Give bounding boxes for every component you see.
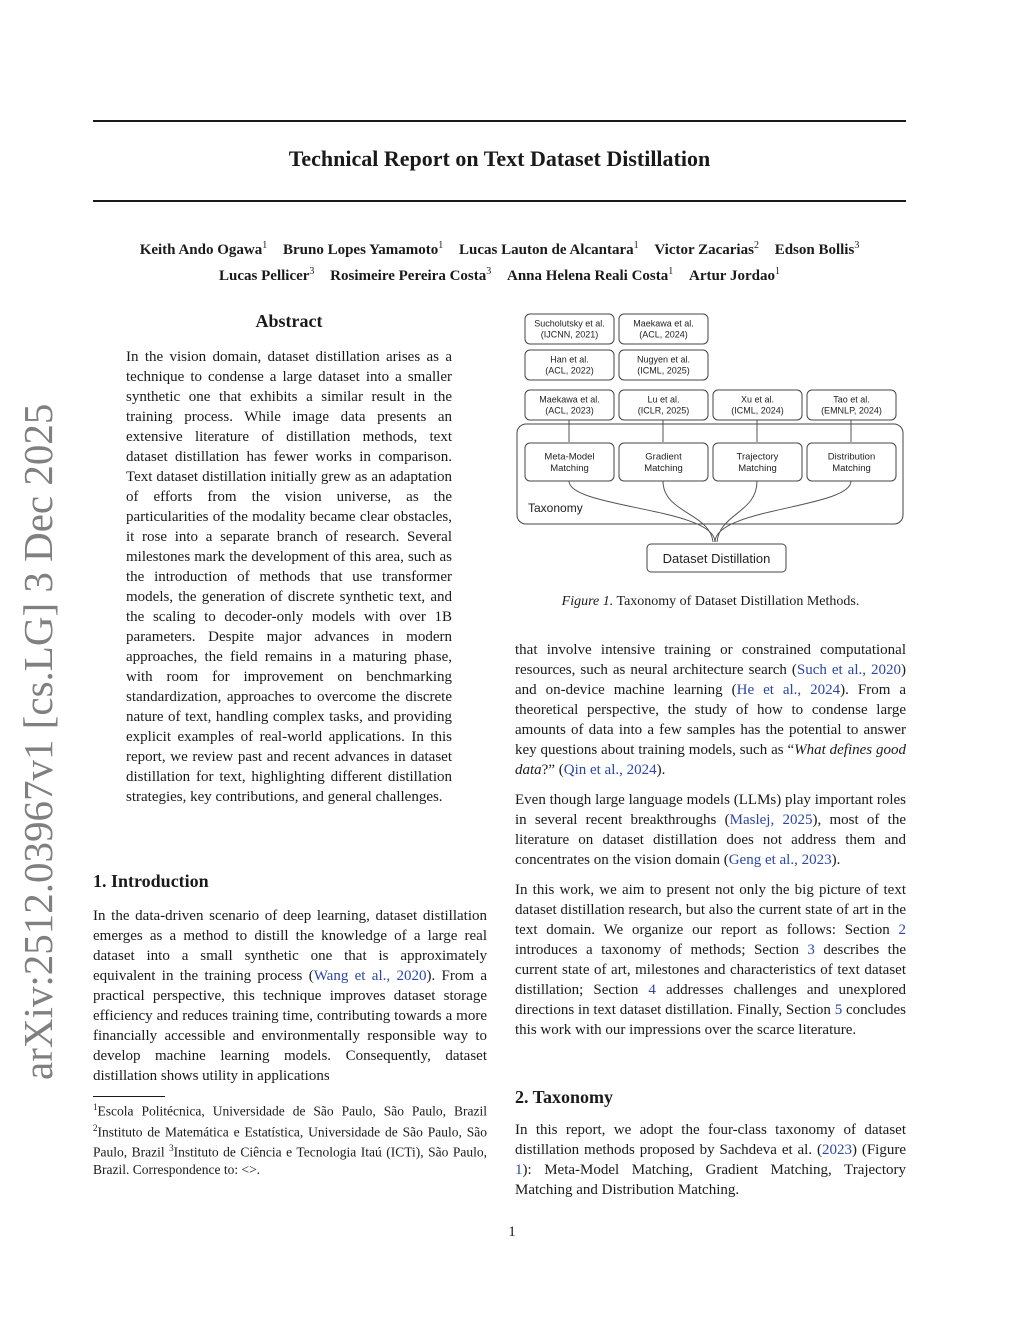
text-run: ). From a practical perspective, this technique improves dataset storage efficiency and reduces training time, contributing towards a more financially accessible and environmentally responsible way to develop machine learning models. Consequently, dataset distillation shows utility in applications bbox=[93, 968, 488, 1084]
author-affiliation: 1 bbox=[438, 240, 444, 251]
connector-distribution bbox=[715, 481, 851, 542]
connector-trajectory bbox=[717, 481, 757, 542]
right-paragraph-1 bbox=[515, 640, 906, 780]
reference-box-label: Sucholutsky et al. bbox=[534, 318, 605, 329]
text-run: In this report, we adopt the four-class taxonomy of dataset distillation methods proposed by Sachdeva et al. ( bbox=[515, 1122, 906, 1158]
author bbox=[219, 268, 314, 284]
author bbox=[654, 242, 759, 258]
author bbox=[459, 242, 639, 258]
text-run: ). bbox=[656, 762, 666, 778]
connector-meta-model bbox=[569, 481, 715, 542]
category-box bbox=[619, 443, 708, 481]
author-name: Artur Jordao bbox=[688, 268, 775, 284]
author-affiliation: 3 bbox=[309, 266, 315, 277]
abstract-heading: Abstract bbox=[255, 311, 323, 331]
figure-caption bbox=[515, 594, 906, 610]
reference-box bbox=[525, 390, 614, 420]
reference-box-label: Tao et al. bbox=[833, 394, 870, 405]
author bbox=[330, 268, 491, 284]
section-heading-introduction: 1. Introduction bbox=[93, 871, 209, 891]
category-box-label: Distribution bbox=[827, 451, 876, 463]
taxonomy-label: Taxonomy bbox=[528, 501, 583, 515]
reference-box-label: (ICML, 2024) bbox=[731, 405, 784, 416]
citation-link[interactable]: Geng et al., 2023 bbox=[728, 852, 832, 868]
footnote-rule bbox=[93, 1096, 165, 1097]
author bbox=[507, 268, 673, 284]
reference-box-label: (ACL, 2023) bbox=[545, 405, 594, 416]
text-run: Even though large language models (LLMs) play important roles in several recent breakthroughs ( bbox=[515, 792, 906, 828]
reference-box-label: Lu et al. bbox=[647, 394, 680, 405]
citation-link[interactable]: Maslej, 2025 bbox=[729, 812, 813, 828]
text-run: In the data-driven scenario of deep learning, dataset distillation emerges as a method to distill the knowledge of a large real dataset into a small synthetic one that is approximately equivalent in the training process ( bbox=[93, 908, 487, 984]
reference-box-label: Maekawa et al. bbox=[633, 318, 694, 329]
root-node-label: Dataset Distillation bbox=[662, 551, 771, 566]
category-box-label: Matching bbox=[644, 463, 683, 475]
author-affiliation: 1 bbox=[774, 266, 780, 277]
author bbox=[283, 242, 443, 258]
citation-link[interactable]: Such et al., 2020 bbox=[796, 662, 901, 678]
reference-box-label: (ACL, 2024) bbox=[639, 329, 688, 340]
author-affiliation: 3 bbox=[854, 240, 860, 251]
category-box-label: Matching bbox=[832, 463, 871, 475]
author-affiliation: 1 bbox=[633, 240, 639, 251]
text-run: addresses challenges and unexplored directions in text dataset distillation. Finally, Section bbox=[515, 982, 907, 1018]
reference-box-label: Nugyen et al. bbox=[636, 354, 691, 365]
reference-box-label: Xu et al. bbox=[740, 394, 775, 405]
paper-title: Technical Report on Text Dataset Distillation bbox=[288, 146, 711, 171]
author-name: Edson Bollis bbox=[774, 242, 855, 258]
author-affiliation: 1 bbox=[668, 266, 674, 277]
text-run: ). bbox=[831, 852, 841, 868]
reference-box-label: (ICLR, 2025) bbox=[637, 405, 690, 416]
category-box bbox=[713, 443, 802, 481]
reference-box bbox=[619, 314, 708, 344]
category-box-label: Gradient bbox=[645, 451, 682, 463]
author-name: Lucas Pellicer bbox=[219, 268, 310, 284]
reference-box-label: (IJCNN, 2021) bbox=[540, 329, 599, 340]
intro-paragraph bbox=[93, 906, 487, 1086]
footnote-marker: 3 bbox=[169, 1143, 174, 1153]
text-run: ) and on-device machine learning ( bbox=[515, 662, 906, 698]
reference-box bbox=[525, 350, 614, 380]
category-box bbox=[807, 443, 896, 481]
emphasis-text: What defines good data bbox=[515, 742, 906, 778]
citation-link[interactable]: He et al., 2024 bbox=[736, 682, 841, 698]
reference-box bbox=[619, 350, 708, 380]
text-run: describes the current state of art, milestones and characteristics of text dataset distillation; Section bbox=[515, 942, 906, 998]
right-paragraph-2 bbox=[515, 790, 906, 870]
text-run: ), most of the literature on dataset distillation does not address them and concentrates on the vision domain ( bbox=[515, 812, 906, 868]
text-run: ) (Figure bbox=[851, 1142, 906, 1158]
category-box-label: Trajectory bbox=[736, 451, 779, 463]
citation-link[interactable]: Wang et al., 2020 bbox=[313, 968, 427, 984]
footnote-marker: 1 bbox=[93, 1102, 98, 1112]
connector-gradient bbox=[663, 481, 713, 542]
figure-caption-label: Figure 1. bbox=[561, 594, 614, 609]
right-paragraph-3 bbox=[515, 880, 906, 1040]
author-affiliation: 2 bbox=[753, 240, 759, 251]
reference-box bbox=[525, 314, 614, 344]
author-name: Rosimeire Pereira Costa bbox=[330, 268, 487, 284]
author bbox=[689, 268, 780, 284]
figure-caption-text: Taxonomy of Dataset Distillation Methods. bbox=[613, 594, 860, 609]
text-run: concludes this work with our impressions over the scarce literature. bbox=[515, 1002, 906, 1038]
citation-link[interactable]: Qin et al., 2024 bbox=[563, 762, 657, 778]
author-list bbox=[93, 235, 906, 287]
affiliation-text: Escola Politécnica, Universidade de São Paulo, São Paulo, Brazil bbox=[97, 1103, 487, 1119]
text-run: In this work, we aim to present not only the big picture of text dataset distillation research, but also the current state of art in the text domain. We organize our report as follows: Section bbox=[515, 882, 906, 938]
citation-link[interactable]: 2023 bbox=[821, 1142, 852, 1158]
affiliations-footnote bbox=[93, 1099, 487, 1178]
top-rule bbox=[93, 120, 906, 122]
text-run: introduces a taxonomy of methods; Section bbox=[515, 942, 808, 958]
footnote-marker: 2 bbox=[93, 1122, 98, 1133]
text-run: ?” ( bbox=[541, 762, 564, 778]
author-affiliation: 3 bbox=[486, 266, 492, 277]
figure-link[interactable]: 1 bbox=[515, 1162, 523, 1178]
page-number: 1 bbox=[508, 1224, 516, 1240]
reference-box bbox=[807, 390, 896, 420]
reference-box-label: (ICML, 2025) bbox=[637, 365, 690, 376]
title-bottom-rule bbox=[93, 200, 906, 202]
text-run: that involve intensive training or constrained computational resources, such as neural architecture search ( bbox=[515, 642, 906, 678]
text-run: ). From a theoretical perspective, the study of how to condense large amounts of data into a few samples has the potential to answer key questions about training models, such as “ bbox=[515, 682, 906, 758]
category-box-label: Meta-Model bbox=[544, 451, 595, 463]
reference-box-label: Maekawa et al. bbox=[539, 394, 600, 405]
author-affiliation: 1 bbox=[262, 240, 268, 251]
affiliation-text: Instituto de Matemática e Estatística, Universidade de São Paulo, São Paulo, Brazil bbox=[93, 1124, 487, 1160]
section-heading-taxonomy: 2. Taxonomy bbox=[515, 1087, 614, 1107]
reference-box-label: (ACL, 2022) bbox=[545, 365, 594, 376]
reference-box bbox=[713, 390, 802, 420]
author-name: Anna Helena Reali Costa bbox=[506, 268, 669, 284]
author-name: Keith Ando Ogawa bbox=[139, 242, 263, 258]
section-link[interactable]: 2 bbox=[898, 922, 906, 938]
category-box-label: Matching bbox=[550, 463, 589, 475]
section-link[interactable]: 5 bbox=[834, 1002, 843, 1018]
arxiv-identifier: arXiv:2512.03967v1 [cs.LG] 3 Dec 2025 bbox=[15, 403, 61, 1080]
author-name: Bruno Lopes Yamamoto bbox=[282, 242, 439, 258]
abstract-text: In the vision domain, dataset distillation arises as a technique to condense a large dataset into a smaller synthetic one that exhibits a similar result in the training process. While image data presents an extensive literature of distillation methods, text dataset distillation has fewer works in comparison. Text dataset distillation initially grew as an adaptation of efforts from the vision universe, as the particularities of the modality became clear obstacles, it rose into a separate branch of research. Several milestones mark the development of this area, such as the introduction of methods that use transformer models, the generation of discrete synthetic text, and the scaling to decoder-only models with over 1B parameters. Despite major advances in modern approaches, the field remains in a maturing phase, with room for improvement on benchmarking standardization, approaches to overcome the discrete nature of text, handling complex tasks, and providing explicit examples of real-world applications. In this report, we review past and recent advances in dataset distillation for text, highlighting different distillation strategies, key contributions, and general challenges. bbox=[126, 349, 452, 805]
section-link[interactable]: 3 bbox=[807, 942, 815, 958]
right-paragraph-4 bbox=[515, 1120, 906, 1200]
category-boxes bbox=[525, 443, 896, 481]
reference-box-label: (EMNLP, 2024) bbox=[821, 405, 882, 416]
author bbox=[775, 242, 860, 258]
taxonomy-figure bbox=[515, 308, 906, 580]
reference-box-label: Han et al. bbox=[550, 354, 589, 365]
category-box bbox=[525, 443, 614, 481]
author-name: Victor Zacarias bbox=[654, 242, 754, 258]
category-box-label: Matching bbox=[738, 463, 777, 475]
section-link[interactable]: 4 bbox=[648, 982, 656, 998]
text-run: ): Meta-Model Matching, Gradient Matching, Trajectory Matching and Distribution Matching. bbox=[515, 1162, 906, 1198]
author-name: Lucas Lauton de Alcantara bbox=[459, 242, 634, 258]
reference-boxes bbox=[525, 314, 896, 420]
reference-box bbox=[619, 390, 708, 420]
author bbox=[140, 242, 268, 258]
affiliation-text: Instituto de Ciência e Tecnologia Itaú (ICTi), São Paulo, Brazil. Correspondence to: <>. bbox=[93, 1144, 487, 1177]
